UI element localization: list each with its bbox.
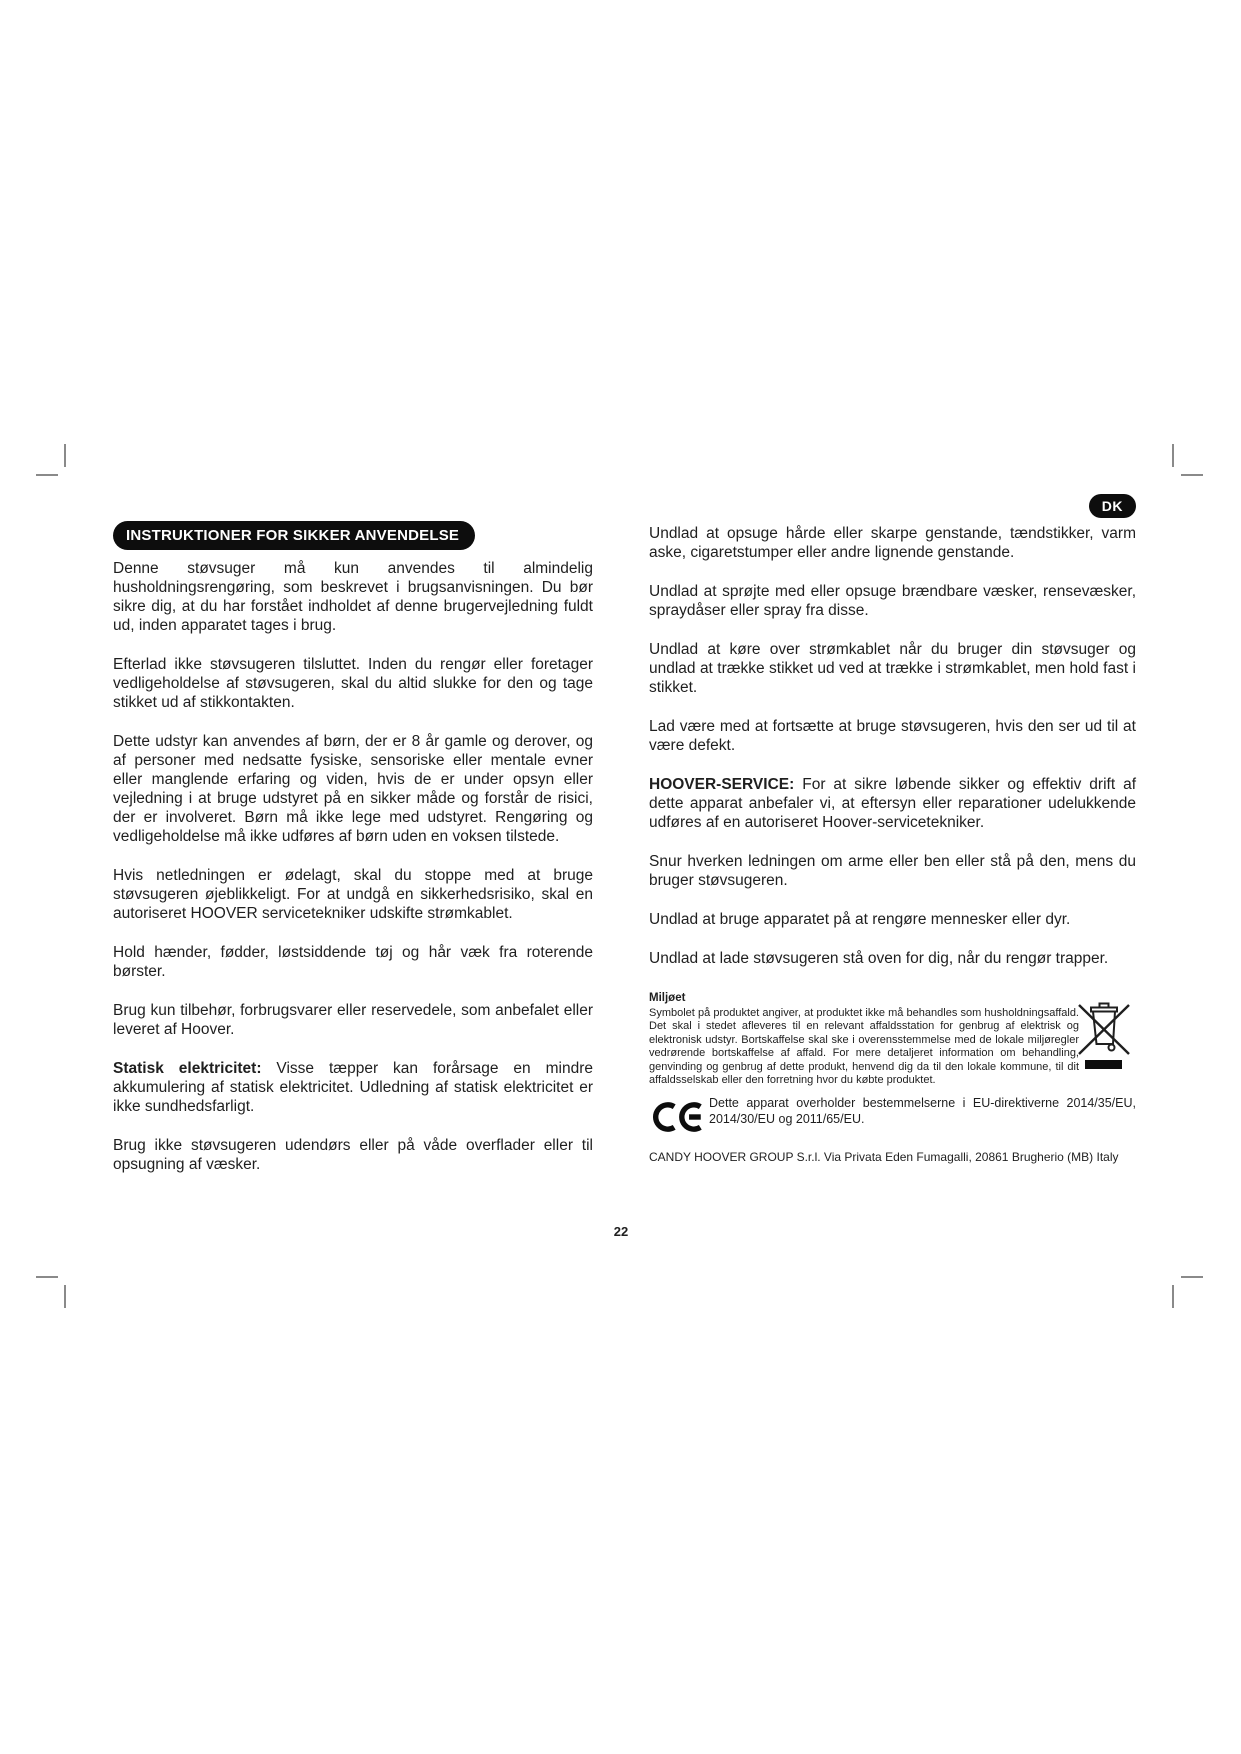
paragraph <box>649 717 1136 755</box>
paragraph <box>113 559 593 635</box>
crop-mark-top-right-horizontal <box>1181 474 1203 476</box>
ce-mark-icon <box>649 1098 703 1136</box>
ce-declaration <box>649 1096 1136 1136</box>
paragraph <box>649 524 1136 562</box>
paragraph-text: Undlad at sprøjte med eller opsuge brændbare væsker, rensevæsker, spraydåser eller spray fra disse. <box>649 583 1136 619</box>
paragraph-text: Dette udstyr kan anvendes af børn, der er 8 år gamle og derover, og af personer med nedsatte fysiske, sensoriske eller mentale evner eller manglende erfaring og viden, hvis de er under opsyn eller vejledning i at bruge udstyret på en sikker måde og forstår de risici, der er involveret. Børn må ikke lege med udstyret. Rengøring og vedligeholdelse må ikke udføres af børn uden en voksen tilstede. <box>113 733 593 845</box>
left-column <box>113 521 593 1194</box>
paragraph-text: Efterlad ikke støvsugeren tilsluttet. Inden du rengør eller foretager vedligeholdelse af støvsugeren, skal du altid slukke for den og tage stikket ud af stikkontakten. <box>113 656 593 711</box>
paragraph-text: Hold hænder, fødder, løstsiddende tøj og hår væk fra roterende børster. <box>113 944 593 980</box>
paragraph <box>649 949 1136 968</box>
crop-mark-top-right-vertical <box>1172 444 1174 467</box>
paragraph-text: Lad være med at fortsætte at bruge støvsugeren, hvis den ser ud til at være defekt. <box>649 718 1136 754</box>
paragraph-text: Brug kun tilbehør, forbrugsvarer eller reservedele, som anbefalet eller leveret af Hoover. <box>113 1002 593 1038</box>
ce-directives-text: Dette apparat overholder bestemmelserne i EU-direktiverne 2014/35/EU, 2014/30/EU og 2011/65/EU. <box>709 1096 1136 1126</box>
paragraph <box>649 852 1136 890</box>
crop-mark-bottom-left-vertical <box>64 1285 66 1308</box>
page-number: 22 <box>613 1224 629 1239</box>
paragraph <box>113 866 593 923</box>
paragraph-text: For at sikre løbende sikker og effektiv drift af dette apparat anbefaler vi, at eftersyn eller reparationer udelukkende udføres af en autoriseret Hoover-servicetekniker. <box>649 776 1136 831</box>
paragraph-text: Denne støvsuger må kun anvendes til almindelig husholdningsrengøring, som beskrevet i brugsanvisningen. Du bør sikre dig, at du har forstået indholdet af denne brugervejledning fuldt ud, inden apparatet tages i brug. <box>113 560 593 634</box>
crop-mark-bottom-right-vertical <box>1172 1285 1174 1308</box>
paragraph <box>649 582 1136 620</box>
paragraph-text: Undlad at køre over strømkablet når du bruger din støvsuger og undlad at trække stikket ud ved at trække i strømkablet, men hold fast i stikket. <box>649 641 1136 696</box>
language-badge: DK <box>1089 494 1136 518</box>
paragraph-text: Snur hverken ledningen om arme eller ben eller stå på den, mens du bruger støvsugeren. <box>649 853 1136 889</box>
weee-black-bar <box>1085 1060 1122 1069</box>
paragraph <box>113 1001 593 1039</box>
crop-mark-bottom-right-horizontal <box>1181 1276 1203 1278</box>
paragraph-text: Hvis netledningen er ødelagt, skal du stoppe med at bruge støvsugeren øjeblikkeligt. For at undgå en sikkerhedsrisiko, skal en autoriseret HOOVER servicetekniker udskifte strømkablet. <box>113 867 593 922</box>
paragraph-lead: Statisk elektricitet: <box>113 1060 262 1077</box>
crop-mark-top-left-horizontal <box>36 474 58 476</box>
paragraph <box>649 910 1136 929</box>
paragraph <box>113 655 593 712</box>
paragraph <box>649 640 1136 697</box>
right-column <box>649 494 1136 1165</box>
paragraph-text: Undlad at lade støvsugeren stå oven for dig, når du rengør trapper. <box>649 950 1109 967</box>
paragraph-lead: HOOVER-SERVICE: <box>649 776 795 793</box>
paragraph-text: Brug ikke støvsugeren udendørs eller på våde overflader eller til opsugning af væsker. <box>113 1137 593 1173</box>
paragraph-static-electricity <box>113 1059 593 1116</box>
manufacturer-address: CANDY HOOVER GROUP S.r.l. Via Privata Eden Fumagalli, 20861 Brugherio (MB) Italy <box>649 1150 1119 1165</box>
environment-body: Symbolet på produktet angiver, at produktet ikke må behandles som husholdningsaffald. Det skal i stedet afleveres til en relevant affaldsstation for genbrug af elektrisk og elektronisk udstyr. Bortskaffelse skal ske i overensstemmelse med de lokale miljøregler vedrørende bortskaffelse af affald. For mere detaljeret information om behandling, genvinding og genbrug af dette produkt, henvend dig da til den lokale kommune, til dit affaldsselskab eller den forretning hvor du købte produktet. <box>649 1007 1079 1087</box>
paragraph <box>113 943 593 981</box>
weee-crossed-out-wheeled-bin-icon <box>1078 1001 1130 1073</box>
paragraph-text: Undlad at bruge apparatet på at rengøre mennesker eller dyr. <box>649 911 1071 928</box>
safety-instructions-header: INSTRUKTIONER FOR SIKKER ANVENDELSE <box>113 521 475 550</box>
environment-section <box>649 991 1136 1087</box>
environment-title: Miljøet <box>649 992 686 1004</box>
language-badge-row <box>649 494 1136 518</box>
paragraph-text: Visse tæpper kan forårsage en mindre akkumulering af statisk elektricitet. Udledning af statisk elektricitet er ikke sundhedsfarligt. <box>113 1060 593 1115</box>
paragraph-text: Undlad at opsuge hårde eller skarpe genstande, tændstikker, varm aske, cigaretstumper eller andre lignende genstande. <box>649 525 1136 561</box>
paragraph-hoover-service <box>649 775 1136 832</box>
paragraph <box>113 1136 593 1174</box>
crop-mark-bottom-left-horizontal <box>36 1276 58 1278</box>
paragraph <box>113 732 593 846</box>
crop-mark-top-left-vertical <box>64 444 66 467</box>
